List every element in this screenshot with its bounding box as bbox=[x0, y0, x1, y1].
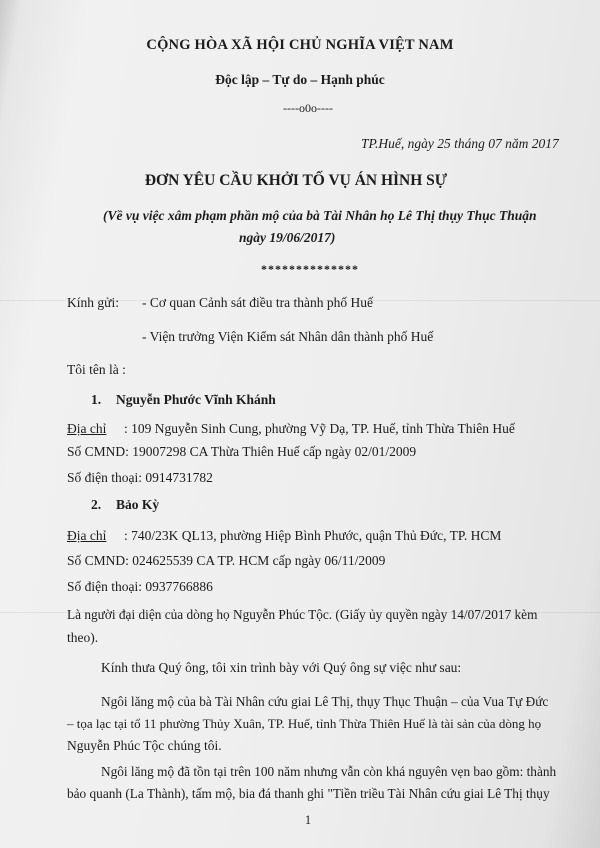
national-title: CỘNG HÒA XÃ HỘI CHỦ NGHĨA VIỆT NAM bbox=[146, 37, 454, 53]
intro-line: Tôi tên là : bbox=[67, 362, 126, 377]
paragraph-line: bảo quanh (La Thành), tấm mộ, bia đá thanh ghi "Tiền triều Tài Nhân cứu giai Lê Thị thụy bbox=[67, 786, 550, 801]
national-motto: Độc lập – Tự do – Hạnh phúc bbox=[215, 72, 385, 87]
representative-line: theo). bbox=[67, 630, 99, 645]
paragraph-line: Ngôi lăng mộ của bà Tài Nhân cứu giai Lê Thị, thụy Thục Thuận – của Vua Tự Đức bbox=[101, 694, 549, 709]
address-label: Địa chỉ bbox=[67, 421, 107, 436]
recipients-label: Kính gửi: bbox=[67, 295, 119, 310]
person-number: 1. bbox=[91, 392, 102, 407]
phone-line: Số điện thoại: 0914731782 bbox=[67, 470, 213, 485]
header-divider: ----o0o---- bbox=[283, 101, 333, 115]
id-card-line: Số CMND: 19007298 CA Thừa Thiên Huế cấp ngày 02/01/2009 bbox=[67, 444, 417, 459]
document-title: ĐƠN YÊU CẦU KHỞI TỐ VỤ ÁN HÌNH SỰ bbox=[144, 172, 448, 189]
person-number: 2. bbox=[91, 497, 102, 512]
address-value: : 109 Nguyễn Sinh Cung, phường Vỹ Dạ, TP. Huế, tỉnh Thừa Thiên Huế bbox=[124, 421, 515, 436]
id-card-line: Số CMND: 024625539 CA TP. HCM cấp ngày 06/11/2009 bbox=[67, 553, 386, 568]
paragraph-line: Ngôi lăng mộ đã tồn tại trên 100 năm nhưng vẫn còn khá nguyên vẹn bao gồm: thành bbox=[101, 764, 557, 779]
representative-line: Là người đại diện của dòng họ Nguyễn Phúc Tộc. (Giấy ủy quyền ngày 14/07/2017 kèm bbox=[67, 607, 538, 622]
document-subtitle-line2: ngày 19/06/2017) bbox=[239, 230, 336, 245]
address-value: : 740/23K QL13, phường Hiệp Bình Phước, quận Thủ Đức, TP. HCM bbox=[124, 528, 502, 543]
place-date: TP.Huế, ngày 25 tháng 07 năm 2017 bbox=[361, 136, 559, 151]
recipient-item: - Cơ quan Cảnh sát điều tra thành phố Huế bbox=[142, 295, 373, 310]
document-subtitle-line1: (Về vụ việc xâm phạm phần mộ của bà Tài Nhân họ Lê Thị thụy Thục Thuận bbox=[103, 208, 537, 223]
recipient-item: - Viện trưởng Viện Kiểm sát Nhân dân thành phố Huế bbox=[142, 329, 434, 344]
paragraph-line: Nguyễn Phúc Tộc chúng tôi. bbox=[67, 738, 222, 753]
page-number: 1 bbox=[304, 813, 312, 827]
person-name: Bảo Kỳ bbox=[116, 497, 160, 512]
phone-line: Số điện thoại: 0937766886 bbox=[67, 579, 213, 594]
title-stars: ************** bbox=[261, 262, 359, 276]
address-label: Địa chỉ bbox=[67, 528, 107, 543]
paragraph-line: – tọa lạc tại tổ 11 phường Thủy Xuân, TP. Huế, tỉnh Thừa Thiên Huế là tài sản của dòng họ bbox=[67, 716, 542, 731]
paragraph: Kính thưa Quý ông, tôi xin trình bày với Quý ông sự việc như sau: bbox=[101, 660, 462, 675]
person-name: Nguyễn Phước Vĩnh Khánh bbox=[116, 392, 276, 407]
